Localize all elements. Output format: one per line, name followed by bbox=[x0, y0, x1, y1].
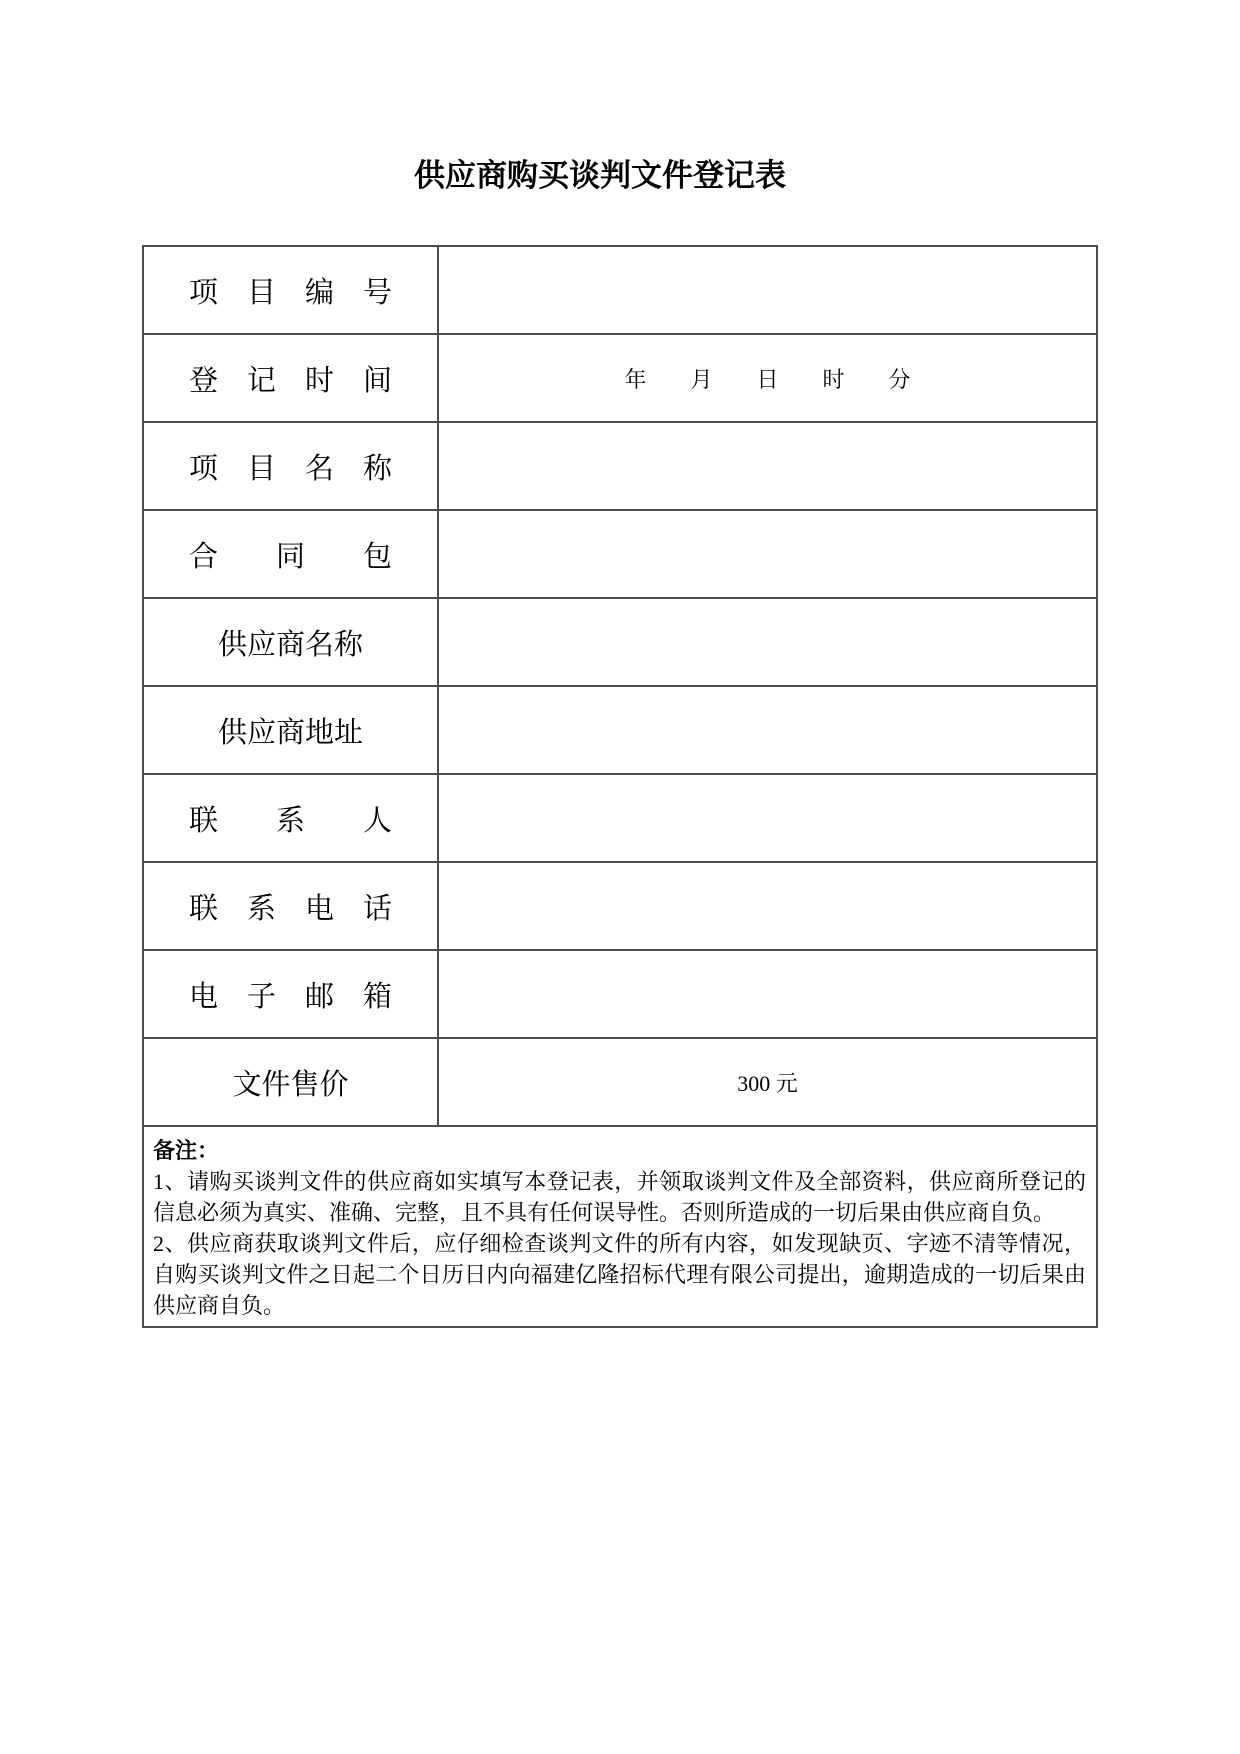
contact-phone-value bbox=[439, 863, 1096, 949]
row-registration-time bbox=[144, 335, 1096, 423]
row-contact-person bbox=[144, 775, 1096, 863]
contract-package-value bbox=[439, 511, 1096, 597]
row-contact-phone bbox=[144, 863, 1096, 951]
contract-package-label: 合 同 包 bbox=[144, 511, 439, 597]
row-document-price bbox=[144, 1039, 1096, 1127]
supplier-address-value bbox=[439, 687, 1096, 773]
registration-form-table bbox=[142, 245, 1098, 1328]
row-project-name bbox=[144, 423, 1096, 511]
document-price-label: 文件售价 bbox=[144, 1039, 439, 1125]
project-number-value bbox=[439, 247, 1096, 333]
project-number-label: 项 目 编 号 bbox=[144, 247, 439, 333]
registration-time-value: 年 月 日 时 分 bbox=[624, 366, 911, 392]
supplier-name-label: 供应商名称 bbox=[144, 599, 439, 685]
email-label: 电 子 邮 箱 bbox=[144, 951, 439, 1037]
contact-person-value bbox=[439, 775, 1096, 861]
registration-time-label: 登 记 时 间 bbox=[144, 335, 439, 421]
row-supplier-name bbox=[144, 599, 1096, 687]
note-item-1: 1、请购买谈判文件的供应商如实填写本登记表，并领取谈判文件及全部资料，供应商所登记的信息必须为真实、准确、完整，且不具有任何误导性。否则所造成的一切后果由供应商自负。 bbox=[153, 1169, 1086, 1225]
row-project-number bbox=[144, 247, 1096, 335]
note-item-2: 2、供应商获取谈判文件后，应仔细检查谈判文件的所有内容，如发现缺页、字迹不清等情况，自购买谈判文件之日起二个日历日内向福建亿隆招标代理有限公司提出，逾期造成的一切后果由供应商自负。 bbox=[153, 1231, 1086, 1318]
row-contract-package bbox=[144, 511, 1096, 599]
contact-phone-label: 联 系 电 话 bbox=[144, 863, 439, 949]
notes-heading: 备注： bbox=[153, 1138, 220, 1163]
row-email bbox=[144, 951, 1096, 1039]
supplier-name-value bbox=[439, 599, 1096, 685]
page-title: 供应商购买谈判文件登记表 bbox=[414, 158, 786, 193]
project-name-label: 项 目 名 称 bbox=[144, 423, 439, 509]
email-value bbox=[439, 951, 1096, 1037]
supplier-address-label: 供应商地址 bbox=[144, 687, 439, 773]
document-price-value: 300 元 bbox=[737, 1070, 798, 1096]
project-name-value bbox=[439, 423, 1096, 509]
contact-person-label: 联 系 人 bbox=[144, 775, 439, 861]
row-supplier-address bbox=[144, 687, 1096, 775]
notes-section bbox=[144, 1127, 1096, 1326]
